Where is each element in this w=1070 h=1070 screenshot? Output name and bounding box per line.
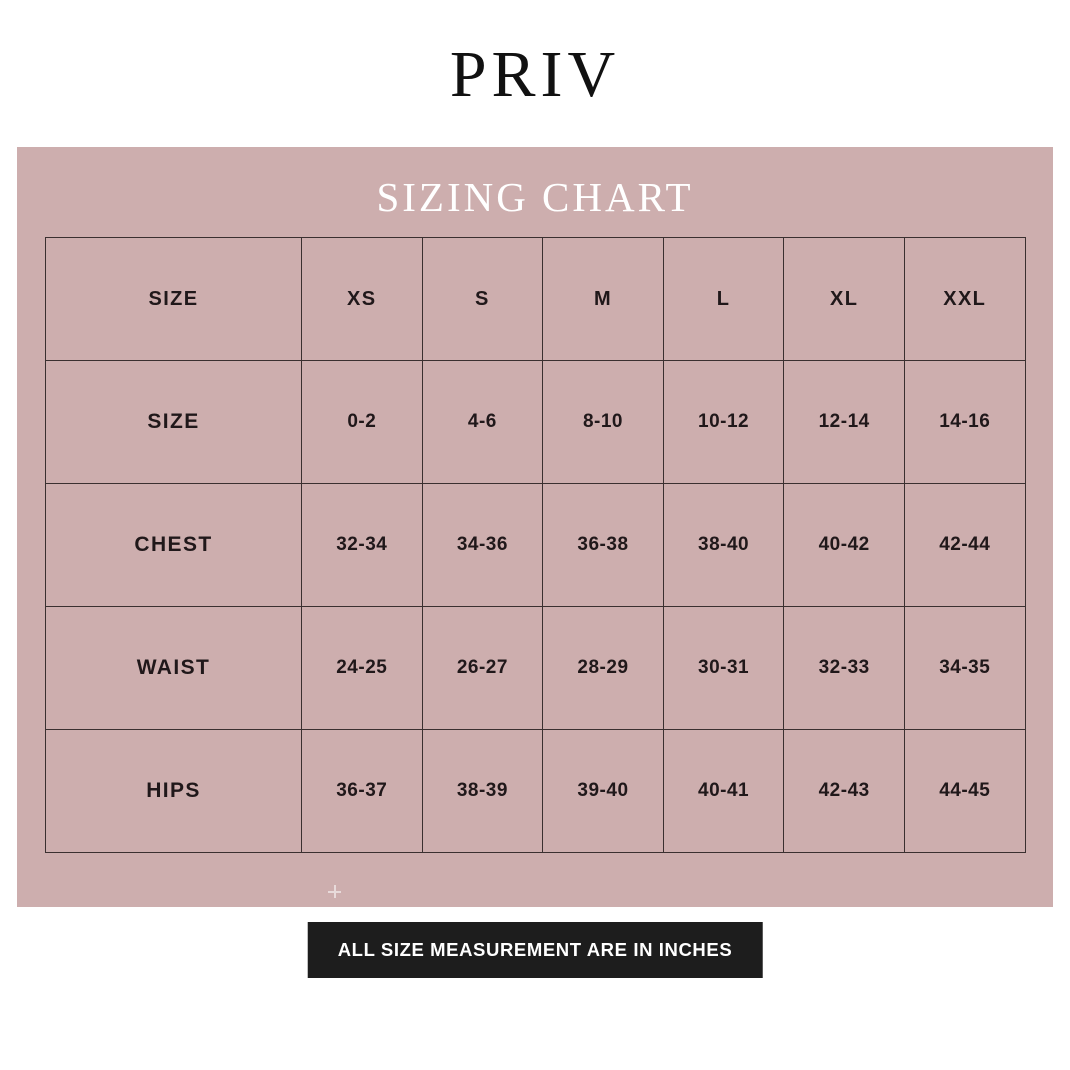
- cell-chest-l: 38-40: [663, 484, 784, 607]
- cell-hips-m: 39-40: [543, 730, 664, 853]
- row-label-chest: CHEST: [46, 484, 302, 607]
- cell-waist-s: 26-27: [422, 607, 543, 730]
- sizing-chart-panel: [17, 147, 1053, 907]
- cell-waist-m: 28-29: [543, 607, 664, 730]
- cell-chest-xs: 32-34: [302, 484, 423, 607]
- cell-size-s: 4-6: [422, 361, 543, 484]
- header-cell-xs: XS: [302, 238, 423, 361]
- brand-logo: PRIV: [449, 38, 621, 111]
- header-cell-xxl: XXL: [904, 238, 1025, 361]
- cell-chest-s: 34-36: [422, 484, 543, 607]
- header-cell-m: M: [543, 238, 664, 361]
- header-cell-l: L: [663, 238, 784, 361]
- table-header-row: [46, 238, 1026, 361]
- row-label-size: SIZE: [46, 361, 302, 484]
- cell-hips-xxl: 44-45: [904, 730, 1025, 853]
- header-cell-s: S: [422, 238, 543, 361]
- sizing-table: [45, 237, 1026, 853]
- row-label-waist: WAIST: [46, 607, 302, 730]
- cell-size-l: 10-12: [663, 361, 784, 484]
- measurement-units-note: ALL SIZE MEASUREMENT ARE IN INCHES: [308, 922, 763, 978]
- cursor-marker-icon: [328, 885, 341, 898]
- cell-hips-xl: 42-43: [784, 730, 905, 853]
- cell-size-xs: 0-2: [302, 361, 423, 484]
- cell-waist-xs: 24-25: [302, 607, 423, 730]
- cell-waist-xxl: 34-35: [904, 607, 1025, 730]
- panel-title: SIZING CHART: [376, 174, 694, 220]
- cell-hips-s: 38-39: [422, 730, 543, 853]
- table-row: [46, 730, 1026, 853]
- cell-size-xl: 12-14: [784, 361, 905, 484]
- cell-size-m: 8-10: [543, 361, 664, 484]
- cell-size-xxl: 14-16: [904, 361, 1025, 484]
- cell-hips-xs: 36-37: [302, 730, 423, 853]
- cell-waist-xl: 32-33: [784, 607, 905, 730]
- cell-chest-xl: 40-42: [784, 484, 905, 607]
- cell-waist-l: 30-31: [663, 607, 784, 730]
- header-cell-xl: XL: [784, 238, 905, 361]
- header-cell-size: SIZE: [46, 238, 302, 361]
- cell-chest-m: 36-38: [543, 484, 664, 607]
- table-row: [46, 361, 1026, 484]
- table-row: [46, 607, 1026, 730]
- cell-hips-l: 40-41: [663, 730, 784, 853]
- row-label-hips: HIPS: [46, 730, 302, 853]
- sizing-table-wrapper: [45, 237, 1025, 853]
- cell-chest-xxl: 42-44: [904, 484, 1025, 607]
- table-row: [46, 484, 1026, 607]
